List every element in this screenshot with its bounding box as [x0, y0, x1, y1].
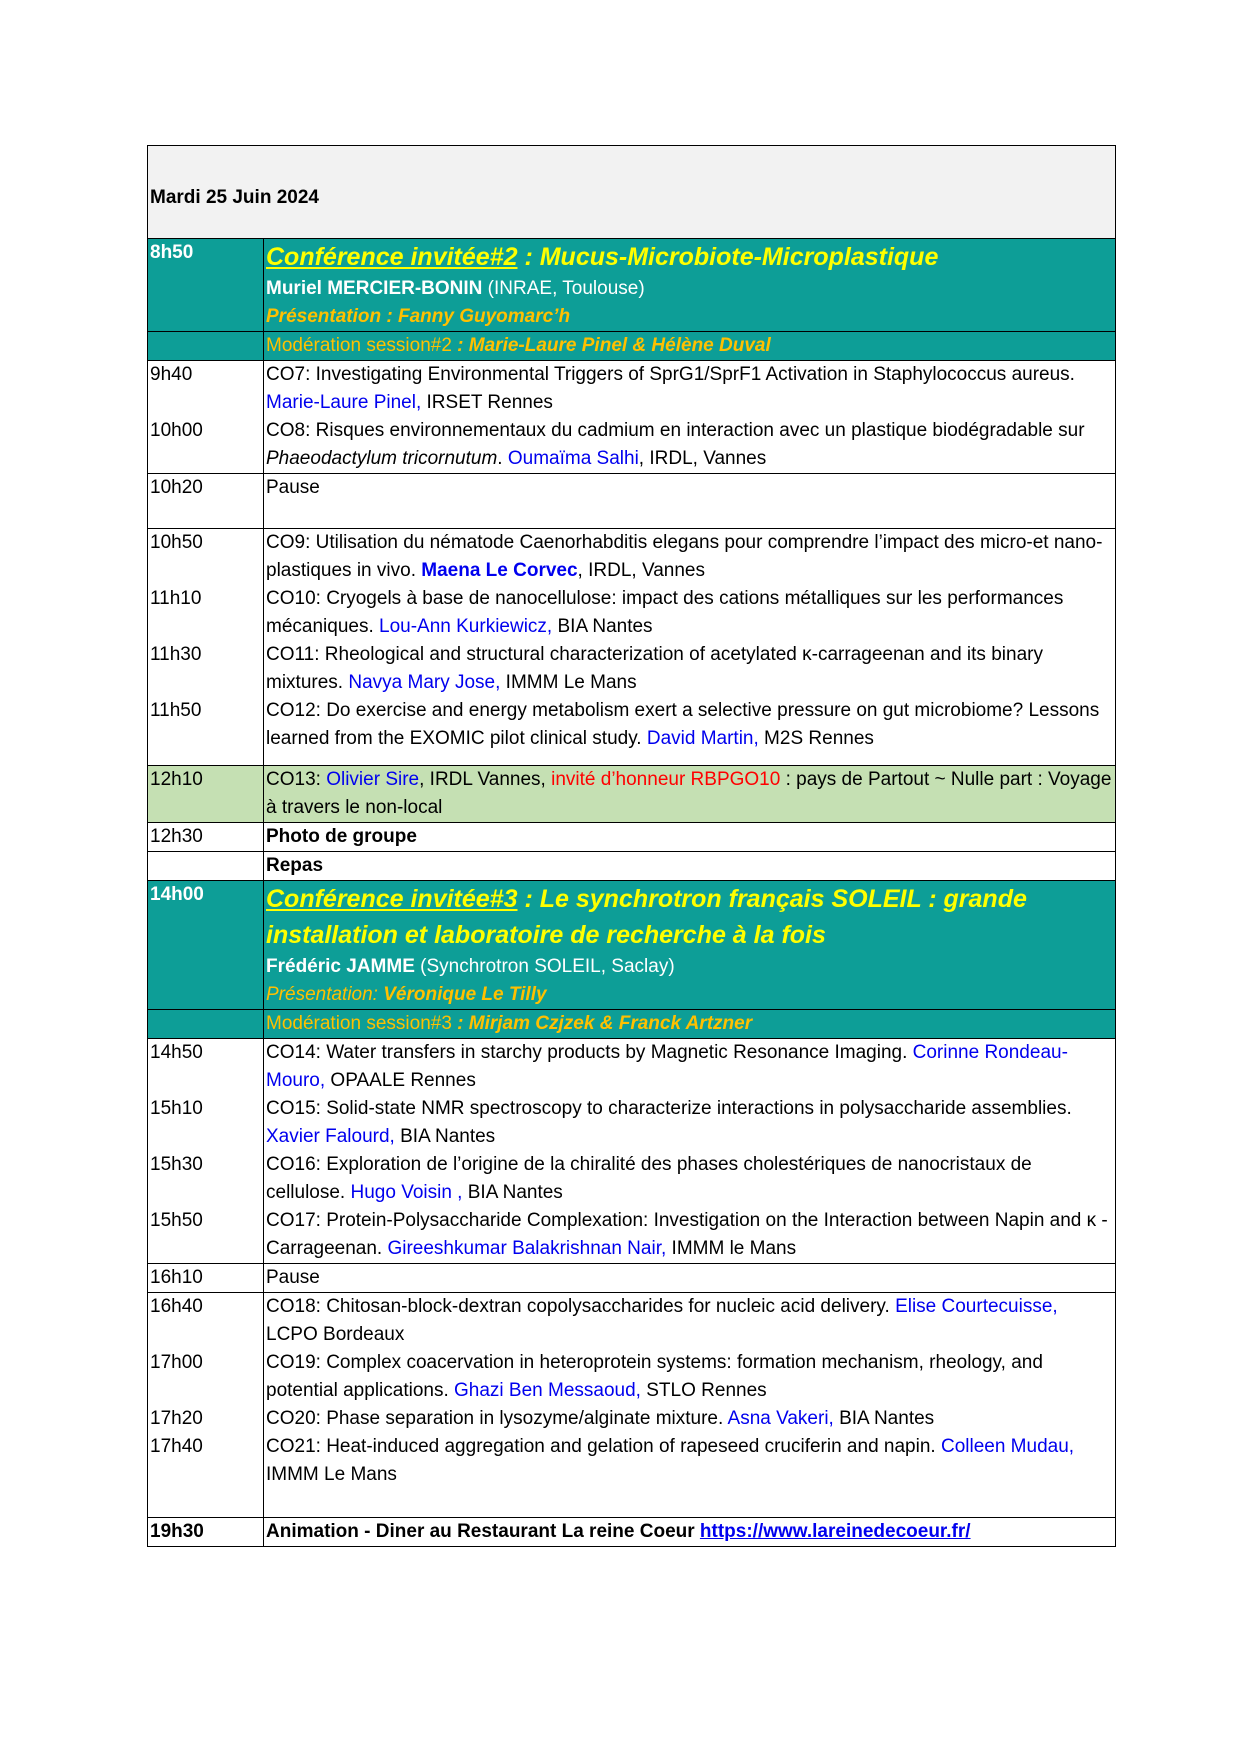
talks-block-4 — [148, 1293, 1116, 1518]
talk-co16: CO16: Exploration de l’origine de la chiralité des phases cholestériques de nanocristaux de cellulose. Hugo Voisin , BIA Nantes — [266, 1154, 1032, 1203]
restaurant-link[interactable]: https://www.lareinedecoeur.fr/ — [699, 1521, 971, 1542]
speaker-link: Oumaïma Salhi — [507, 448, 639, 469]
conference-2-details — [264, 239, 1116, 332]
honor-talk-row — [148, 766, 1116, 823]
talks-block-1 — [148, 361, 1116, 474]
honor-guest-label: invité d’honneur RBPGO10 — [551, 769, 781, 790]
speaker-link: Xavier Falourd, — [266, 1126, 395, 1147]
speaker-link: Navya Mary Jose, — [348, 672, 501, 693]
speaker-link: Hugo Voisin , — [350, 1182, 463, 1203]
talk-co19: CO19: Complex coacervation in heteroprotein systems: formation mechanism, rheology, and potential applications. Ghazi Ben Messaoud, STLO Rennes — [266, 1352, 1043, 1401]
speaker-link: Elise Courtecuisse, — [895, 1296, 1058, 1317]
time-slot: 10h00 — [150, 420, 203, 441]
conference-2-row — [148, 239, 1116, 332]
talks-block-3 — [148, 1039, 1116, 1264]
speaker-link: Maena Le Corvec — [421, 560, 578, 581]
speaker-link: Gireeshkumar Balakrishnan Nair, — [387, 1238, 667, 1259]
speaker-link: Olivier Sire — [326, 769, 420, 790]
time-slot: 17h40 — [150, 1436, 203, 1457]
speaker-link: Corinne Rondeau-Mouro, — [266, 1042, 1068, 1091]
time-slot: 11h10 — [150, 588, 202, 609]
time-slot: 15h30 — [150, 1154, 203, 1175]
lunch-label: Repas — [266, 855, 324, 876]
conference-3-row — [148, 881, 1116, 1010]
dinner-row — [148, 1518, 1116, 1547]
talk-co8: CO8: Risques environnementaux du cadmium en interaction avec un plastique biodégradable sur Phaeodactylum tricornutum. Oumaïma Salhi, IRDL, Vannes — [266, 420, 1085, 469]
talk-co14: CO14: Water transfers in starchy products by Magnetic Resonance Imaging. Corinne Rondeau-Mouro, OPAALE Rennes — [266, 1042, 1068, 1091]
pause-label: Pause — [266, 477, 320, 498]
talk-co9: CO9: Utilisation du nématode Caenorhabditis elegans pour comprendre l’impact des micro-et nano-plastiques in vivo. Maena Le Corvec, IRDL, Vannes — [266, 532, 1103, 581]
talk-co21: CO21: Heat-induced aggregation and gelation of rapeseed cruciferin and napin. Colleen Mudau, IMMM Le Mans — [266, 1436, 1075, 1485]
day-title: Mardi 25 Juin 2024 — [150, 187, 319, 208]
speaker-link: Ghazi Ben Messaoud, — [454, 1380, 641, 1401]
time-slot: 12h30 — [150, 826, 203, 847]
conference-2-presenter: Présentation : Fanny Guyomarc’h — [266, 306, 571, 327]
time-slot: 17h00 — [150, 1352, 203, 1373]
speaker-link: Lou-Ann Kurkiewicz, — [379, 616, 553, 637]
time-slot: 16h40 — [150, 1296, 203, 1317]
talk-co12: CO12: Do exercise and energy metabolism exert a selective pressure on gut microbiome? Lessons learned from the EXOMIC pilot clinical study. David Martin, M2S Rennes — [266, 700, 1100, 749]
pause-label: Pause — [266, 1267, 320, 1288]
time-slot: 12h10 — [150, 769, 203, 790]
speaker-link: David Martin, — [646, 728, 759, 749]
talk-co20: CO20: Phase separation in lysozyme/alginate mixture. Asna Vakeri, BIA Nantes — [266, 1408, 935, 1429]
pause-row — [148, 474, 1116, 529]
moderation-2-row — [148, 332, 1116, 361]
time-slot: 8h50 — [150, 242, 194, 263]
day-header-row — [148, 146, 1116, 239]
photo-row — [148, 823, 1116, 852]
conference-2-speaker: Muriel MERCIER-BONIN (INRAE, Toulouse) — [266, 278, 645, 299]
time-slot: 11h50 — [150, 700, 202, 721]
time-slot: 14h00 — [150, 884, 204, 905]
talk-co17: CO17: Protein-Polysaccharide Complexation: Investigation on the Interaction between Napin and κ -Carrageenan. Gireeshkumar Balakrishnan Nair, IMMM le Mans — [266, 1210, 1108, 1259]
talk-co18: CO18: Chitosan-block-dextran copolysaccharides for nucleic acid delivery. Elise Courtecuisse, LCPO Bordeaux — [266, 1296, 1058, 1345]
time-slot: 14h50 — [150, 1042, 203, 1063]
time-slot: 9h40 — [150, 364, 193, 385]
speaker-link: Marie-Laure Pinel, — [266, 392, 422, 413]
talk-co11: CO11: Rheological and structural characterization of acetylated κ-carrageenan and its binary mixtures. Navya Mary Jose, IMMM Le Mans — [266, 644, 1043, 693]
time-slot: 11h30 — [150, 644, 202, 665]
time-slot: 10h50 — [150, 532, 203, 553]
speaker-link: Asna Vakeri, — [727, 1408, 834, 1429]
time-slot: 17h20 — [150, 1408, 203, 1429]
conference-3-speaker: Frédéric JAMME (Synchrotron SOLEIL, Saclay) — [266, 956, 675, 977]
day-header — [148, 146, 1116, 239]
lunch-row — [148, 852, 1116, 881]
photo-label: Photo de groupe — [266, 826, 417, 847]
talk-co15: CO15: Solid-state NMR spectroscopy to characterize interactions in polysaccharide assemblies. Xavier Falourd, BIA Nantes — [266, 1098, 1072, 1147]
time-slot: 19h30 — [150, 1521, 204, 1542]
time-slot: 15h10 — [150, 1098, 203, 1119]
dinner-label: Animation - Diner au Restaurant La reine Coeur — [266, 1521, 700, 1542]
conference-3-details — [264, 881, 1116, 1010]
talk-co10: CO10: Cryogels à base de nanocellulose: impact des cations métalliques sur les performances mécaniques. Lou-Ann Kurkiewicz, BIA Nantes — [266, 588, 1064, 637]
conference-2-title: Conférence invitée#2 : Mucus-Microbiote-Microplastique — [266, 243, 939, 271]
time-slot: 16h10 — [150, 1267, 203, 1288]
talks-block-2 — [148, 529, 1116, 766]
time-slot: 10h20 — [150, 477, 203, 498]
schedule-table — [147, 145, 1116, 1547]
conference-3-title: Conférence invitée#3 : Le synchrotron français SOLEIL : grande installation et laboratoire de recherche à la fois — [266, 885, 1027, 949]
talk-co7: CO7: Investigating Environmental Triggers of SprG1/SprF1 Activation in Staphylococcus aureus. Marie-Laure Pinel, IRSET Rennes — [266, 364, 1075, 413]
moderation-3: Modération session#3 : Mirjam Czjzek & Franck Artzner — [264, 1010, 1116, 1039]
moderation-3-row — [148, 1010, 1116, 1039]
pause-row — [148, 1264, 1116, 1293]
time-slot: 15h50 — [150, 1210, 203, 1231]
conference-3-presenter: Présentation: Véronique Le Tilly — [266, 984, 547, 1005]
speaker-link: Colleen Mudau, — [940, 1436, 1075, 1457]
talk-co13: CO13: Olivier Sire, IRDL Vannes, invité d’honneur RBPGO10 : pays de Partout ~ Nulle part : Voyage à travers le non-local — [264, 766, 1116, 823]
moderation-2: Modération session#2 : Marie-Laure Pinel & Hélène Duval — [264, 332, 1116, 361]
